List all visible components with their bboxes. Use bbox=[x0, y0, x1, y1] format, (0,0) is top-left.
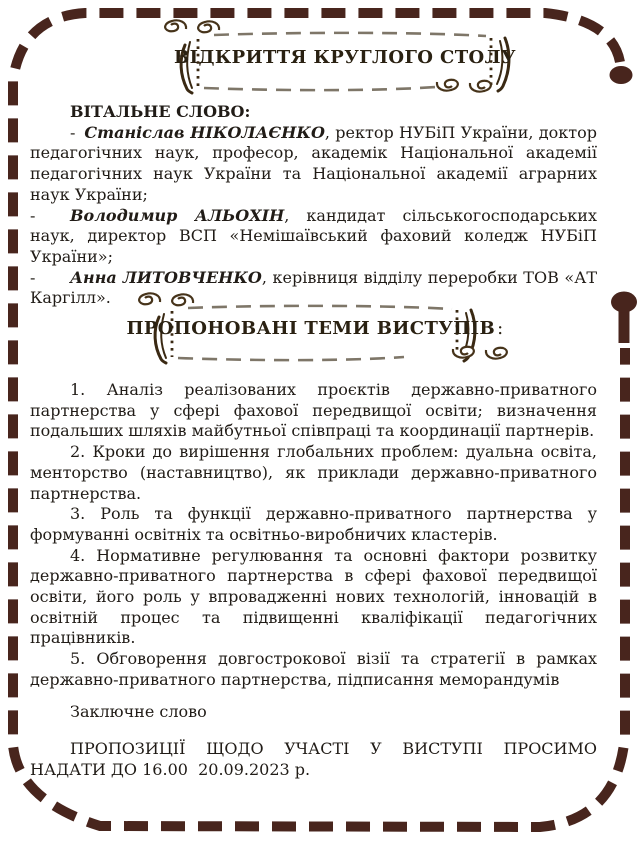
speaker-name: Станіслав НІКОЛАЄНКО bbox=[84, 122, 325, 142]
speaker-description: , кандидат сільськогосподарських наук, директор ВСП «Немішаївський фаховий коледж НУБіП України»; bbox=[30, 205, 597, 266]
topic-item: 5. Обговорення довгострокової візії та стратегії в рамках державно-приватного партнерства, підписання меморандумів bbox=[30, 649, 597, 689]
topics-list bbox=[30, 380, 597, 691]
banner-opening-text: ВІДКРИТТЯ КРУГЛОГО СТОЛУ bbox=[174, 46, 516, 68]
banner-topics-text: ПРОПОНОВАНІ ТЕМИ ВИСТУПІВ bbox=[126, 318, 496, 340]
border-dot-middle-icon bbox=[611, 292, 637, 313]
list-dash: - bbox=[70, 122, 76, 142]
topic-item: 4. Нормативне регулювання та основні фактори розвитку державно-приватного партнерства в сфері фахової передвищої освіти, його роль у впровадженні нових технологій, інновацій в освітній процес та підвищенні кваліфікації педагогічних працівників. bbox=[30, 545, 597, 648]
list-dash: - bbox=[30, 205, 36, 225]
speaker-item bbox=[30, 123, 597, 206]
document-content bbox=[30, 0, 603, 781]
speaker-description: , ректор НУБіП України, доктор педагогічних наук, професор, академік Національної академії педагогічних наук України та Національної академії аграрних наук України; bbox=[30, 122, 597, 204]
speaker-item bbox=[30, 206, 597, 268]
topic-item: 3. Роль та функції державно-приватного партнерства у формуванні освітніх та освітньо-виробничих кластерів. bbox=[30, 504, 597, 544]
banner-opening-title bbox=[174, 29, 516, 85]
topic-item: 2. Кроки до вирішення глобальних проблем: дуальна освіта, менторство (наставництво), як приклади державно-приватного партнерства. bbox=[30, 442, 597, 503]
speaker-name: Анна ЛИТОВЧЕНКО bbox=[70, 267, 262, 287]
border-dot-top-icon bbox=[610, 66, 633, 84]
banner-topics-title bbox=[126, 302, 504, 355]
list-dash: - bbox=[30, 267, 36, 287]
banner-topics-colon: : bbox=[497, 318, 504, 340]
welcome-heading: ВІТАЛЬНЕ СЛОВО: bbox=[70, 102, 251, 121]
closing-word: Заключне слово bbox=[70, 701, 207, 721]
topic-item: 1. Аналіз реалізованих проєктів державно-приватного партнерства у сфері фахової передвищої освіти; визначення подальших шляхів майбутньої співпраці та координації партнерів. bbox=[30, 380, 597, 441]
final-note: ПРОПОЗИЦІЇ ЩОДО УЧАСТІ У ВИСТУПІ ПРОСИМО НАДАТИ ДО 16.00 20.09.2023 р. bbox=[30, 739, 603, 779]
speaker-description: , керівниця відділу переробки ТОВ «АТ Каргілл». bbox=[30, 267, 598, 308]
speaker-name: Володимир АЛЬОХІН bbox=[70, 205, 285, 225]
banner-opening bbox=[174, 29, 516, 95]
banner-topics bbox=[126, 302, 504, 365]
